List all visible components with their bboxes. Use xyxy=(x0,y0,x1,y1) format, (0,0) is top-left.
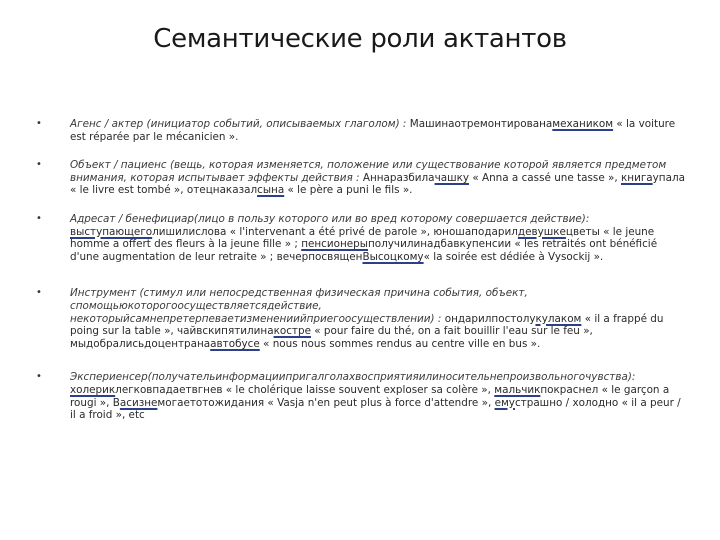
role-term: Инструмент (стимул или непосредственная физическая причина события, объект, спомощьюкоторогоосуществляетсядействие, некоторыйсамнепретерпеваетизменениийприегоосуществлении) : xyxy=(70,287,528,325)
bullet-icon: • xyxy=(36,159,42,171)
list-item xyxy=(36,213,686,263)
underlined-word: кулаком xyxy=(535,312,582,325)
underlined-word: костре xyxy=(273,325,311,338)
underlined-word: выступающего xyxy=(70,225,153,238)
bullet-icon: • xyxy=(36,118,42,129)
underlined-word: автобусе xyxy=(210,337,260,350)
list-item xyxy=(36,371,686,421)
underlined-word: механиком xyxy=(552,118,614,130)
example-text: « il a frappé du poing sur la table », чайвскипятилина xyxy=(70,312,664,338)
example-text: лишилислова « l'intervenant a été privé de parole », юношаподарил xyxy=(152,225,518,238)
example-text: покраснел « le garçon a rougi », В xyxy=(70,383,670,409)
underlined-word: ему xyxy=(494,396,515,409)
role-term: Экспериенсер(получательинформациипригалголахвосприятияилиносительнепроизвольногочувства): xyxy=(70,371,636,384)
example-text: « la soirée est dédiée à Vysockij ». xyxy=(423,250,604,263)
example-text: « la voiture est réparée par le mécanicien ». xyxy=(70,118,676,143)
example-text: « le père a puni le fils ». xyxy=(284,184,413,197)
underlined-word: пенсионеры xyxy=(301,238,368,251)
underlined-word: чашку xyxy=(434,171,470,184)
role-term: Объект / пациенс (вещь, которая изменяется, положение или существование которой является предметом внимания, которая испытывает эффекты действия : xyxy=(70,159,667,184)
example-text: Аннаразбила xyxy=(359,171,435,184)
underlined-word: девушке xyxy=(517,225,566,238)
example-text: страшно / холодно « il a peur / il a froid », etc xyxy=(70,396,681,422)
example-text: « nous nous sommes rendus au centre ville en bus ». xyxy=(259,337,541,350)
role-term: Агенс / актер (инициатор событий, описываемых глаголом) : xyxy=(70,118,407,130)
list-item xyxy=(36,159,686,197)
underlined-word: мальчик xyxy=(494,383,541,396)
bullet-icon: • xyxy=(36,212,42,224)
list-item xyxy=(36,287,686,350)
underlined-word: асизне xyxy=(119,396,158,409)
list-item xyxy=(36,118,686,143)
example-text: цветы « le jeune homme a offert des fleurs à la jeune fille » ; xyxy=(70,225,655,251)
page-title: Семантические роли актантов xyxy=(153,24,567,54)
example-text: упала « le livre est tombé », отецнаказал xyxy=(70,171,685,197)
bullet-list xyxy=(36,118,686,422)
example-text: могаетотожидания « Vasja n'en peut plus à force d'attendre », xyxy=(157,396,495,409)
example-text: « Anna a cassé une tasse », xyxy=(469,171,621,184)
example-text: получилинадбавкупенсии « les retraités ont bénéficié d'une augmentation de leur retraite » ; вечерпосвящен xyxy=(70,238,658,263)
example-text: ондарилпостолу xyxy=(441,312,536,325)
bullet-icon: • xyxy=(36,371,42,383)
underlined-word: Высоцкому xyxy=(362,250,424,263)
example-text: Машинаотремонтирована xyxy=(406,118,553,130)
underlined-word: сына xyxy=(257,184,285,197)
role-term: Адресат / бенефициар(лицо в пользу которого или во вред которому совершается действие): xyxy=(70,212,590,225)
underlined-word: книга xyxy=(621,171,653,184)
example-text: легковпадаетвгнев « le cholérique laisse souvent exploser sa colère », xyxy=(115,383,495,396)
bullet-icon: • xyxy=(36,287,42,299)
example-text: « pour faire du thé, on a fait bouillir l'eau sur le feu », мыдобралисьдоцентрана xyxy=(70,325,593,350)
underlined-word: холерик xyxy=(70,383,116,396)
